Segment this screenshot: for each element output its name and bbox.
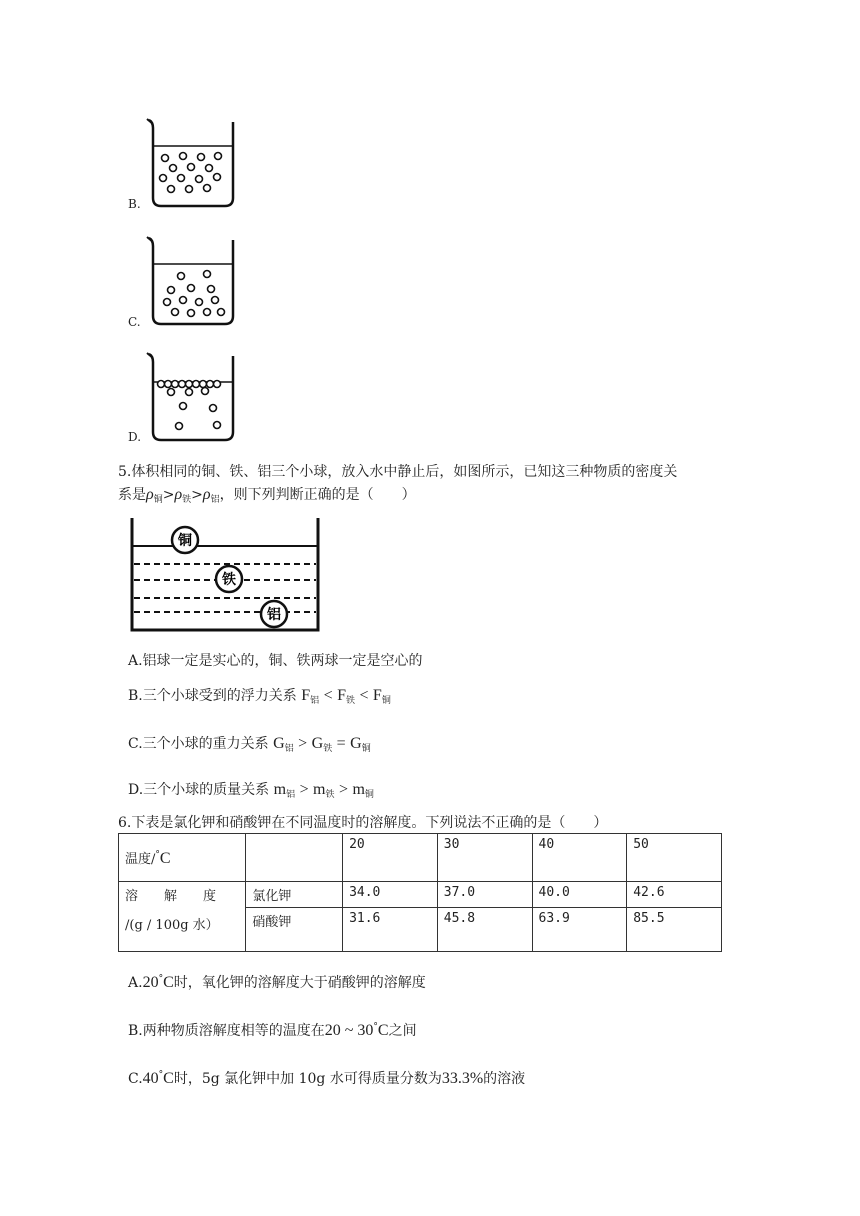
sub-fe: 铁 [325, 790, 335, 800]
table-header-row [119, 834, 722, 882]
sub-al: 铝 [210, 495, 220, 505]
kcl-40: 40.0 [532, 882, 627, 908]
option-c-label: C. [128, 315, 141, 329]
q5-line2-suffix: ，则下列判断正确的是（ ） [219, 487, 416, 503]
q5-optb-prefix: B.三个小球受到的浮力关系 [128, 688, 297, 704]
degree-symbol: ° [158, 974, 164, 984]
sub-fe: 铁 [345, 696, 355, 706]
kcl-50: 42.6 [627, 882, 722, 908]
q6-opta-temp: 20 [142, 974, 159, 991]
ball-label-cu: 铜 [178, 533, 192, 549]
gt-sign: > [298, 735, 308, 752]
ball-label-fe: 铁 [222, 572, 236, 588]
q6-optc-suffix: 的溶液 [483, 1071, 526, 1087]
solubility-label-cell [119, 882, 246, 952]
celsius-symbol: C [377, 1022, 389, 1039]
sub-cu: 铜 [361, 744, 371, 754]
solubility-label-line1: 溶 解 度 [125, 889, 217, 904]
q5-balls-in-water-figure [128, 516, 324, 636]
q6-optb-text: B.两种物质溶解度相等的温度在 [128, 1023, 325, 1039]
degree-symbol: ° [158, 1070, 164, 1080]
q6-opta-text: 时，氧化钾的溶解度大于硝酸钾的溶解度 [173, 975, 426, 991]
symbol-f: F [337, 687, 346, 704]
temp-header-label: 温度/ [125, 851, 156, 867]
rho-symbol: ρ [174, 486, 183, 503]
degree-symbol: ° [155, 849, 160, 860]
q5-option-b [128, 685, 391, 706]
option-d-label: D. [128, 430, 142, 444]
rho-symbol: ρ [146, 486, 154, 503]
q6-option-a [128, 972, 426, 992]
rho-symbol: ρ [202, 486, 211, 503]
solubility-label-line2: /(g / 100g 水） [125, 918, 219, 933]
symbol-m: m [273, 781, 287, 798]
q6-opta-letter: A. [128, 975, 143, 991]
gt-sign: > [191, 487, 203, 503]
gt-sign: > [338, 781, 348, 798]
kno3-30: 45.8 [437, 908, 532, 952]
q5-line2-prefix: 系是 [118, 487, 146, 503]
q6-optc-letter: C. [128, 1071, 143, 1087]
symbol-f: F [301, 687, 311, 704]
q5-option-d [128, 779, 374, 800]
table-row [119, 882, 722, 908]
substance-kcl: 氯化钾 [246, 882, 343, 908]
sub-fe: 铁 [182, 495, 192, 505]
lt-sign: < [359, 687, 369, 704]
q5-stem-line1: 5.体积相同的铜、铁、铝三个小球，放入水中静止后，如图所示，已知这三种物质的密度关 [118, 464, 678, 480]
kcl-20: 34.0 [343, 882, 438, 908]
substance-kno3: 硝酸钾 [246, 908, 343, 952]
solubility-table [118, 833, 722, 952]
sub-al: 铝 [286, 790, 296, 800]
q6-option-b [128, 1020, 417, 1040]
q6-optb-suffix: 之间 [388, 1023, 417, 1039]
sub-al: 铝 [310, 696, 320, 706]
kno3-50: 85.5 [627, 908, 722, 952]
q5-option-a: A.铝球一定是实心的，铜、铁两球一定是空心的 [128, 653, 423, 669]
sub-cu: 铜 [153, 495, 163, 505]
q6-optc-temp: 40 [142, 1070, 159, 1087]
symbol-g: G [311, 735, 324, 752]
empty-header-cell [246, 834, 343, 882]
lt-sign: < [323, 687, 333, 704]
sub-cu: 铜 [381, 696, 391, 706]
celsius-symbol: C [163, 974, 174, 991]
kno3-20: 31.6 [343, 908, 438, 952]
option-b-label: B. [128, 197, 141, 211]
degree-symbol: ° [373, 1022, 378, 1032]
kcl-30: 37.0 [437, 882, 532, 908]
sub-cu: 铜 [364, 790, 374, 800]
q5-optc-prefix: C.三个小球的重力关系 [128, 736, 269, 752]
gt-sign: > [162, 487, 175, 503]
temp-20: 20 [343, 834, 438, 882]
symbol-g: G [350, 735, 362, 752]
q5-stem-line2 [118, 484, 416, 505]
temp-40: 40 [532, 834, 627, 882]
temp-30: 30 [437, 834, 532, 882]
temp-50: 50 [627, 834, 722, 882]
q6-optb-range: 20 ~ 30 [324, 1022, 374, 1039]
beaker-b-figure [143, 116, 239, 210]
temp-header-cell [119, 834, 246, 882]
ball-label-al: 铝 [267, 607, 281, 623]
q6-option-c [128, 1068, 525, 1088]
kno3-40: 63.9 [532, 908, 627, 952]
beaker-d-figure [143, 350, 239, 444]
sub-fe: 铁 [323, 744, 333, 754]
symbol-g: G [273, 735, 285, 752]
q6-optc-percent: 33.3% [441, 1070, 484, 1087]
eq-sign: = [336, 735, 346, 752]
gt-sign: > [299, 781, 309, 798]
sub-al: 铝 [284, 744, 294, 754]
celsius-symbol: C [159, 849, 171, 867]
celsius-symbol: C [163, 1070, 174, 1087]
q5-option-c [128, 733, 371, 754]
symbol-m: m [352, 781, 365, 798]
q6-stem: 6.下表是氯化钾和硝酸钾在不同温度时的溶解度。下列说法不正确的是（ ） [118, 815, 608, 831]
q6-optc-text: 时，5g 氯化钾中加 10g 水可得质量分数为 [173, 1071, 442, 1087]
q5-optd-prefix: D.三个小球的质量关系 [128, 782, 270, 798]
symbol-f: F [372, 687, 382, 704]
symbol-m: m [313, 781, 326, 798]
beaker-c-figure [143, 234, 239, 328]
